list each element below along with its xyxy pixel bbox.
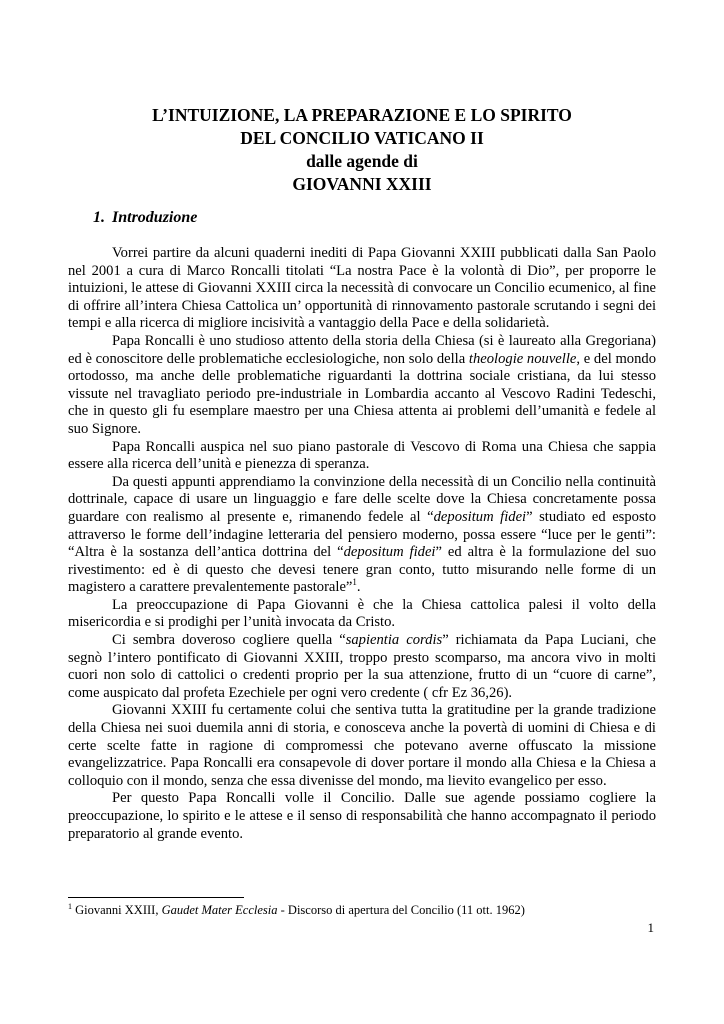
footnote-text-a: Giovanni XXIII, xyxy=(72,903,162,917)
paragraph-6-text-b: ” richiamata da Papa Luciani, che segnò l’intero pontificato di Giovanni XXIII, troppo presto scomparso, ma ancora vivo in molti cuori non solo di cattolici o credenti proprio per la sua attenzione, frutto di un “cuore di carne”, come auspicato dal profeta Ezechiele per ogni vero credente ( cfr Ez 36,26). xyxy=(68,632,656,701)
footnote-italic: Gaudet Mater Ecclesia xyxy=(161,903,278,917)
title-line-1: L’INTUIZIONE, LA PREPARAZIONE E LO SPIRITO xyxy=(152,105,572,125)
paragraph-6 xyxy=(68,632,656,702)
title-line-4: GIOVANNI XXIII xyxy=(292,174,432,194)
paragraph-1 xyxy=(68,245,656,333)
paragraph-2 xyxy=(68,333,656,439)
section-heading-text: Introduzione xyxy=(112,209,198,226)
paragraph-4-text-b: ” studiato ed esposto attraverso le forme dell’indagine letteraria del pensiero moderno, possa essere “luce per le genti”: “Altra è la sostanza dell’antica dottrina del “ xyxy=(68,508,656,561)
footnote-text-b: - Discorso di apertura del Concilio (11 ott. 1962) xyxy=(277,903,525,917)
paragraph-5-text: La preoccupazione di Papa Giovanni è che la Chiesa cattolica palesi il volto della misericordia e si prodighi per l’unità invocata da Cristo. xyxy=(68,596,656,631)
paragraph-7 xyxy=(68,702,656,790)
section-number: 1. xyxy=(93,209,105,226)
footnote-reference[interactable]: 1 xyxy=(352,577,357,588)
paragraph-4-text-c: ” ed altra è la formulazione del suo rivestimento: ed è di questo che devesi tenere gran conto, tutto misurando nelle forme di un magistero a carattere prevalentemente pastorale” xyxy=(68,544,656,596)
paragraph-2-italic: theologie nouvelle xyxy=(468,350,577,367)
paragraph-6-text-a: Ci sembra doveroso cogliere quella “ xyxy=(112,632,346,649)
paragraph-5 xyxy=(68,597,656,632)
paragraph-4-italic-2: depositum fidei xyxy=(343,544,436,561)
footnote-marker: 1 xyxy=(68,901,72,911)
paragraph-2-text-a: Papa Roncalli è uno studioso attento della storia della Chiesa (si è laureato alla Gregoriana) ed è conoscitore delle problematiche ecclesiologiche, non solo della xyxy=(68,332,656,367)
paragraph-1-text: Vorrei partire da alcuni quaderni inediti di Papa Giovanni XXIII pubblicati dalla San Paolo nel 2001 a cura di Marco Roncalli titolati “La nostra Pace è la volontà di Dio”, per proporre le intuizioni, le attese di Giovanni XXIII circa la necessità di convocare un Concilio ecumenico, al fine di offrire all’intera Chiesa Cattolica un’ opportunità di rinnovamento pastorale scrutando i segni dei tempi e alla ricerca di migliore incisività a vantaggio della Pace e della solidarietà. xyxy=(68,245,656,332)
body-text xyxy=(68,245,656,843)
paragraph-4-text-a: Da questi appunti apprendiamo la convinzione della necessità di un Concilio nella continuità dottrinale, capace di usare un linguaggio e fare delle scelte dove la Chiesa concretamente possa guardare con realismo al presente e, rimanendo fedele al “ xyxy=(68,473,656,525)
footnote xyxy=(68,903,525,918)
section-heading xyxy=(93,208,197,228)
document-title xyxy=(60,104,664,196)
page-number: 1 xyxy=(647,920,654,935)
paragraph-3 xyxy=(68,439,656,474)
title-line-3: dalle agende di xyxy=(306,151,418,171)
footnote-divider xyxy=(68,897,244,898)
title-line-2: DEL CONCILIO VATICANO II xyxy=(240,128,484,148)
paragraph-4-italic-1: depositum fidei xyxy=(433,508,527,525)
paragraph-4 xyxy=(68,474,656,597)
paragraph-8-text: Per questo Papa Roncalli volle il Concilio. Dalle sue agende possiamo cogliere la preoccupazione, lo spirito e le attese e il senso di responsabilità che hanno accompagnato il periodo preparatorio al grande evento. xyxy=(68,790,656,842)
paragraph-6-italic: sapientia cordis xyxy=(345,632,443,649)
paragraph-8 xyxy=(68,790,656,843)
paragraph-4-text-d: . xyxy=(356,579,361,596)
paragraph-7-text: Giovanni XXIII fu certamente colui che sentiva tutta la gratitudine per la grande tradizione della Chiesa nei suoi duemila anni di storia, e conosceva anche la povertà di uomini di Chiesa e di certe scelte fatte in ragione di compromessi che potevano averne offuscato la missione evangelizzatrice. Papa Roncalli era consapevole di dover portare il mondo alla Chiesa e la Chiesa a colloquio con il mondo, senza che essa divenisse del mondo, ma lievito evangelico per esso. xyxy=(68,702,656,789)
paragraph-3-text: Papa Roncalli auspica nel suo piano pastorale di Vescovo di Roma una Chiesa che sappia essere alla ricerca dell’unità e pienezza di speranza. xyxy=(68,438,656,473)
paragraph-2-text-b: , e del mondo ortodosso, ma anche delle problematiche riguardanti la dottrina sociale cristiana, da lui stesso vissute nel travagliato periodo pre-industriale in Lombardia accanto al Vescovo Radini Tedeschi, che in questo gli fu esemplare maestro per una Chiesa attenta ai problemi dell’umanità e fedele al suo Signore. xyxy=(68,350,656,437)
